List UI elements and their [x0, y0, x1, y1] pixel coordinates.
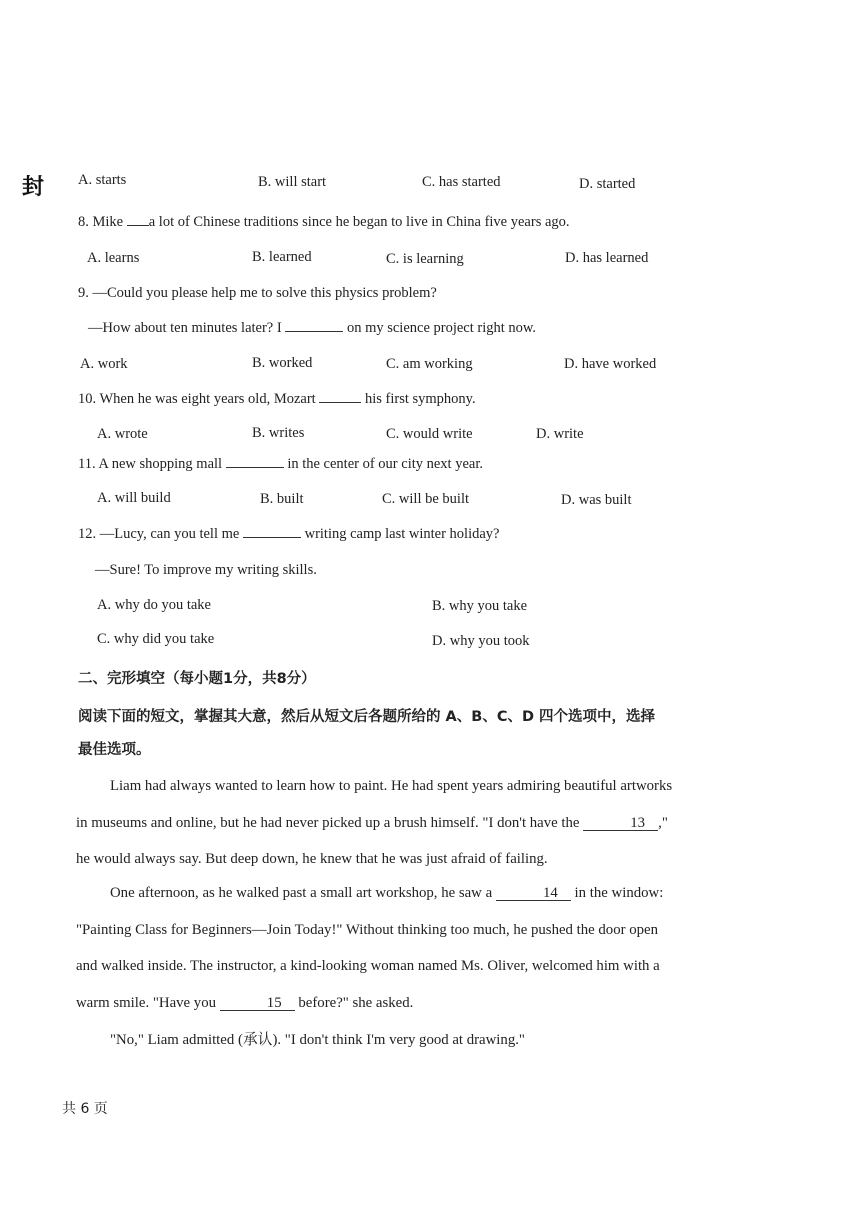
q11-blank [226, 467, 284, 468]
section-2-instruction-line1: 阅读下面的短文，掌握其大意，然后从短文后各题所给的 A、B、C、D 四个选项中，选择 [78, 709, 656, 725]
q8-suffix: a lot of Chinese traditions since he began to live in China five years ago. [148, 214, 570, 230]
q12-option-d: D. why you took [432, 633, 530, 649]
question-12 [78, 526, 500, 543]
q7-option-c: C. has started [422, 174, 501, 190]
q8-option-d: D. has learned [565, 250, 649, 266]
binding-mark: 封 [22, 175, 45, 200]
q8-prefix: 8. Mike [78, 214, 124, 230]
blank-15: 15 [220, 996, 295, 1011]
passage-p1-part-b: ," he would always say. But deep down, he knew that he was just afraid of failing. [76, 814, 668, 867]
q10-blank [319, 402, 361, 403]
passage-paragraph-1 [76, 768, 682, 878]
blank-13: 13 [583, 816, 658, 831]
passage-p2-part-b: in the window: "Painting Class for Beginners—Join Today!" Without thinking too much, he pushed the door open and walked inside. The instructor, a kind-looking woman named Ms. Oliver, welcomed him with a warm smile. "Have you [76, 885, 664, 1011]
q9-suffix: on my science project right now. [346, 320, 537, 336]
q7-option-b: B. will start [258, 174, 327, 190]
q9-prefix: —How about ten minutes later? I [88, 320, 282, 336]
passage-p2-part-c: before?" she asked. [298, 994, 414, 1011]
question-8 [78, 214, 570, 231]
question-10 [78, 391, 476, 408]
q12-option-a: A. why do you take [97, 597, 211, 613]
q9-option-c: C. am working [386, 356, 473, 372]
section-2-heading: 二、完形填空（每小题1分，共8分） [78, 671, 316, 687]
q7-option-d: D. started [579, 176, 636, 192]
q9-option-a: A. work [80, 356, 128, 372]
q11-prefix: 11. A new shopping mall [78, 456, 223, 472]
q11-option-c: C. will be built [382, 491, 469, 507]
q8-blank [127, 225, 149, 226]
question-9-line1: 9. —Could you please help me to solve this physics problem? [78, 285, 437, 301]
section-2-instruction-line2: 最佳选项。 [78, 742, 151, 758]
q10-suffix: his first symphony. [364, 391, 476, 407]
question-12-line2: —Sure! To improve my writing skills. [95, 562, 317, 578]
q10-prefix: 10. When he was eight years old, Mozart [78, 391, 316, 407]
q12-option-c: C. why did you take [97, 631, 215, 647]
passage-paragraph-2 [76, 875, 682, 1021]
q8-option-a: A. learns [87, 250, 140, 266]
q11-option-b: B. built [260, 491, 304, 507]
q8-option-c: C. is learning [386, 251, 464, 267]
passage-paragraph-3: "No," Liam admitted (承认). "I don't think I'm very good at drawing." [110, 1032, 525, 1048]
q10-option-c: C. would write [386, 426, 473, 442]
q7-option-a: A. starts [78, 172, 127, 188]
q9-blank [285, 331, 343, 332]
q11-option-d: D. was built [561, 492, 632, 508]
q12-prefix: 12. —Lucy, can you tell me [78, 526, 240, 542]
q11-option-a: A. will build [97, 490, 171, 506]
question-11 [78, 456, 483, 473]
page-footer: 共 6 页 [62, 1101, 108, 1117]
q10-option-a: A. wrote [97, 426, 148, 442]
q10-option-b: B. writes [252, 425, 305, 441]
q10-option-d: D. write [536, 426, 584, 442]
question-9-line2 [88, 320, 536, 337]
q9-option-d: D. have worked [564, 356, 657, 372]
q12-option-b: B. why you take [432, 598, 528, 614]
q12-blank [243, 537, 301, 538]
q11-suffix: in the center of our city next year. [287, 456, 483, 472]
blank-14: 14 [496, 886, 571, 901]
passage-p2-part-a: One afternoon, as he walked past a small art workshop, he saw a [110, 885, 493, 901]
q9-option-b: B. worked [252, 355, 313, 371]
q12-suffix: writing camp last winter holiday? [304, 526, 500, 542]
q8-option-b: B. learned [252, 249, 312, 265]
passage-p1-part-a: Liam had always wanted to learn how to paint. He had spent years admiring beautiful artworks in museums and online, but he had never picked up a brush himself. "I don't have the [76, 778, 673, 831]
